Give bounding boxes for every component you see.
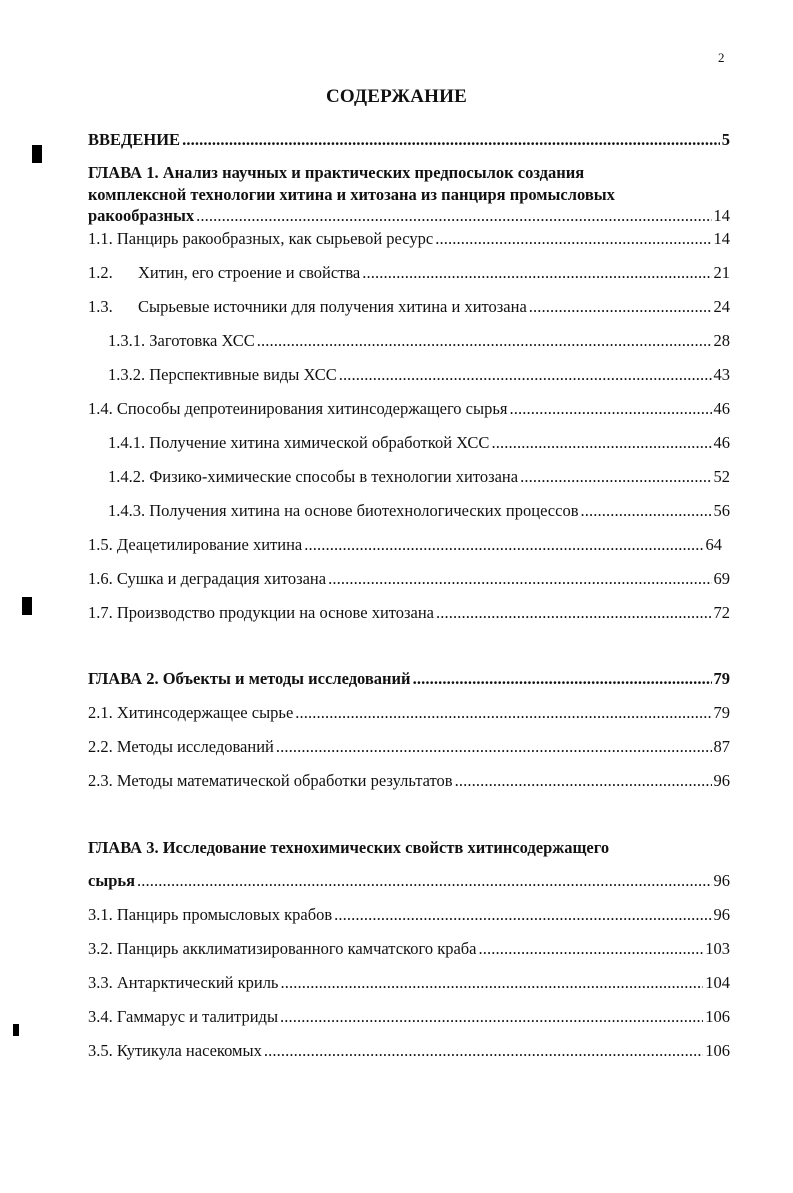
toc-entry-2-2[interactable]	[88, 737, 730, 757]
section-title: Кутикула насекомых	[116, 1041, 262, 1060]
chapter-title-line: комплексной технологии хитина и хитозана из панциря промысловых	[88, 185, 615, 204]
toc-entry-label	[88, 737, 274, 757]
toc-entry-1-4-1[interactable]	[88, 433, 730, 453]
toc-entry-page: 43	[713, 365, 730, 384]
toc-entry-label	[88, 973, 278, 993]
section-title: Способы депротеинирования хитинсодержащего сырья	[116, 399, 508, 418]
toc-entry-page: 21	[713, 263, 730, 282]
toc-entry-page: 79	[713, 669, 730, 688]
toc-entry-label	[108, 365, 337, 385]
section-number: 3.4.	[88, 1007, 113, 1026]
toc-entry-label	[88, 297, 527, 317]
toc-entry-page: 14	[713, 206, 730, 225]
toc-entry-page: 79	[713, 703, 730, 722]
toc-entry-label: ракообразных	[88, 206, 195, 225]
toc-entry-1-3-2[interactable]	[88, 365, 730, 385]
section-title: Хитин, его строение и свойства	[138, 263, 361, 282]
section-title: Деацетилирование хитина	[116, 535, 303, 554]
section-number: 1.3.1.	[108, 331, 146, 350]
toc-entry-page: 5	[721, 130, 730, 149]
dot-leader	[137, 871, 711, 891]
section-title: Перспективные виды ХСС	[149, 365, 337, 384]
toc-entry-1-4[interactable]	[88, 399, 730, 419]
dot-leader	[436, 603, 711, 623]
section-title: Производство продукции на основе хитозана	[116, 603, 435, 622]
section-number: 1.4.	[88, 399, 113, 418]
toc-entry-label	[88, 905, 332, 925]
section-number: 2.2.	[88, 737, 113, 756]
scan-artifact-mark	[22, 597, 32, 615]
toc-entry-page: 103	[705, 939, 730, 958]
section-number: 3.2.	[88, 939, 113, 958]
toc-entry-1-4-2[interactable]	[88, 467, 730, 487]
toc-entry-label	[108, 501, 579, 521]
toc-entry-label: ВВЕДЕНИЕ	[88, 130, 181, 149]
dot-leader	[304, 535, 703, 555]
toc-entry-1-6[interactable]	[88, 569, 730, 589]
section-title: Физико-химические способы в технологии хитозана	[149, 467, 519, 486]
toc-entry-intro[interactable]	[88, 130, 730, 150]
toc-entry-page: 46	[713, 433, 730, 452]
section-number: 1.4.1.	[108, 433, 146, 452]
dot-leader	[435, 229, 711, 249]
dot-leader	[328, 569, 711, 589]
chapter-title-last-line	[88, 206, 730, 226]
toc-entry-3-2[interactable]	[88, 939, 730, 959]
toc-entry-page: 64	[705, 535, 722, 554]
section-title: Методы исследований	[116, 737, 274, 756]
toc-entry-label	[88, 939, 477, 959]
section-number: 1.4.3.	[108, 501, 146, 520]
toc-entry-page: 96	[713, 871, 730, 890]
section-number: 3.5.	[88, 1041, 113, 1060]
toc-entry-label	[88, 263, 360, 283]
section-number: 2.1.	[88, 703, 113, 722]
toc-entry-page: 72	[713, 603, 730, 622]
toc-entry-label	[88, 535, 302, 555]
chapter-title-line: ГЛАВА 1. Анализ научных и практических предпосылок создания	[88, 163, 585, 182]
dot-leader	[581, 501, 712, 521]
toc-entry-2-1[interactable]	[88, 703, 730, 723]
toc-entry-1-5[interactable]	[88, 535, 730, 555]
section-title: Методы математической обработки результатов	[116, 771, 453, 790]
dot-leader	[257, 331, 712, 351]
toc-chapter-3[interactable]	[88, 837, 730, 891]
section-number: 1.1.	[88, 229, 113, 248]
dot-leader	[182, 130, 720, 150]
section-title: Панцирь акклиматизированного камчатского краба	[116, 939, 477, 958]
section-number: 1.6.	[88, 569, 113, 588]
toc-chapter-1[interactable]	[88, 162, 730, 226]
dot-leader	[479, 939, 704, 959]
scan-artifact-mark	[13, 1024, 19, 1036]
section-title: Гаммарус и талитриды	[116, 1007, 279, 1026]
section-title: Панцирь ракообразных, как сырьевой ресурс	[116, 229, 434, 248]
section-title: Сушка и деградация хитозана	[116, 569, 327, 588]
toc-entry-3-3[interactable]	[88, 973, 730, 993]
toc-entry-label	[108, 467, 518, 487]
section-number: 1.7.	[88, 603, 113, 622]
toc-entry-1-2[interactable]	[88, 263, 730, 283]
section-number: 3.3.	[88, 973, 113, 992]
toc-entry-label	[88, 1007, 278, 1027]
section-number: 2.3.	[88, 771, 113, 790]
toc-entry-page: 56	[713, 501, 730, 520]
section-title: Заготовка ХСС	[149, 331, 255, 350]
dot-leader	[455, 771, 712, 791]
toc-entry-page: 69	[713, 569, 730, 588]
toc-entry-label	[88, 603, 434, 623]
toc-entry-label: сырья	[88, 871, 136, 890]
toc-entry-label	[88, 229, 433, 249]
toc-entry-3-4[interactable]	[88, 1007, 730, 1027]
toc-entry-1-3-1[interactable]	[88, 331, 730, 351]
toc-entry-page: 106	[705, 1041, 730, 1060]
scan-artifact-mark	[32, 145, 42, 163]
chapter-title-line: ГЛАВА 3. Исследование технохимических свойств хитинсодержащего	[88, 838, 610, 857]
toc-entry-page: 96	[713, 771, 730, 790]
toc-entry-label	[108, 433, 489, 453]
toc-entry-label	[88, 703, 293, 723]
dot-leader	[196, 206, 711, 226]
toc-entry-page: 52	[713, 467, 730, 486]
toc-entry-label	[88, 399, 507, 419]
dot-leader	[276, 737, 712, 757]
dot-leader	[491, 433, 711, 453]
page-number: 2	[718, 50, 725, 65]
section-number: 1.4.2.	[108, 467, 146, 486]
toc-entry-1-4-3[interactable]	[88, 501, 730, 521]
dot-leader	[280, 973, 703, 993]
dot-leader	[509, 399, 711, 419]
section-number: 3.1.	[88, 905, 113, 924]
section-number: 1.2.	[88, 263, 113, 282]
section-title: Сырьевые источники для получения хитина и хитозана	[138, 297, 527, 316]
toc-entry-page: 14	[713, 229, 730, 248]
toc-entry-label	[88, 569, 326, 589]
toc-entry-1-3[interactable]	[88, 297, 730, 317]
dot-leader	[280, 1007, 703, 1027]
toc-entry-2-3[interactable]	[88, 771, 730, 791]
dot-leader	[264, 1041, 703, 1061]
toc-entry-label	[88, 1041, 262, 1061]
toc-entry-page: 106	[705, 1007, 730, 1026]
chapter-title-last-line	[88, 871, 730, 891]
dot-leader	[362, 263, 711, 283]
dot-leader	[334, 905, 711, 925]
dot-leader	[295, 703, 711, 723]
toc-entry-page: 28	[713, 331, 730, 350]
section-number: 1.3.2.	[108, 365, 146, 384]
toc-entry-label: ГЛАВА 2. Объекты и методы исследований	[88, 669, 411, 688]
section-title: Панцирь промысловых крабов	[116, 905, 333, 924]
section-number: 1.5.	[88, 535, 113, 554]
toc-entry-label	[88, 771, 453, 791]
section-title: Получение хитина химической обработкой ХСС	[149, 433, 490, 452]
toc-entry-1-1[interactable]	[88, 229, 730, 249]
toc-entry-page: 46	[713, 399, 730, 418]
toc-entry-page: 96	[713, 905, 730, 924]
section-title: Хитинсодержащее сырье	[116, 703, 294, 722]
toc-chapter-2[interactable]	[88, 669, 730, 689]
toc-entry-1-7[interactable]	[88, 603, 730, 623]
table-of-contents	[88, 126, 730, 1061]
section-title: Антарктический криль	[116, 973, 279, 992]
toc-entry-page: 104	[705, 973, 730, 992]
dot-leader	[529, 297, 712, 317]
section-number: 1.3.	[88, 297, 113, 316]
section-title: Получения хитина на основе биотехнологических процессов	[149, 501, 579, 520]
page-title: СОДЕРЖАНИЕ	[326, 86, 467, 107]
dot-leader	[520, 467, 711, 487]
toc-entry-3-5[interactable]	[88, 1041, 730, 1061]
dot-leader	[413, 669, 712, 689]
dot-leader	[339, 365, 712, 385]
toc-entry-page: 24	[713, 297, 730, 316]
toc-entry-3-1[interactable]	[88, 905, 730, 925]
toc-entry-label	[108, 331, 255, 351]
toc-entry-page: 87	[713, 737, 730, 756]
